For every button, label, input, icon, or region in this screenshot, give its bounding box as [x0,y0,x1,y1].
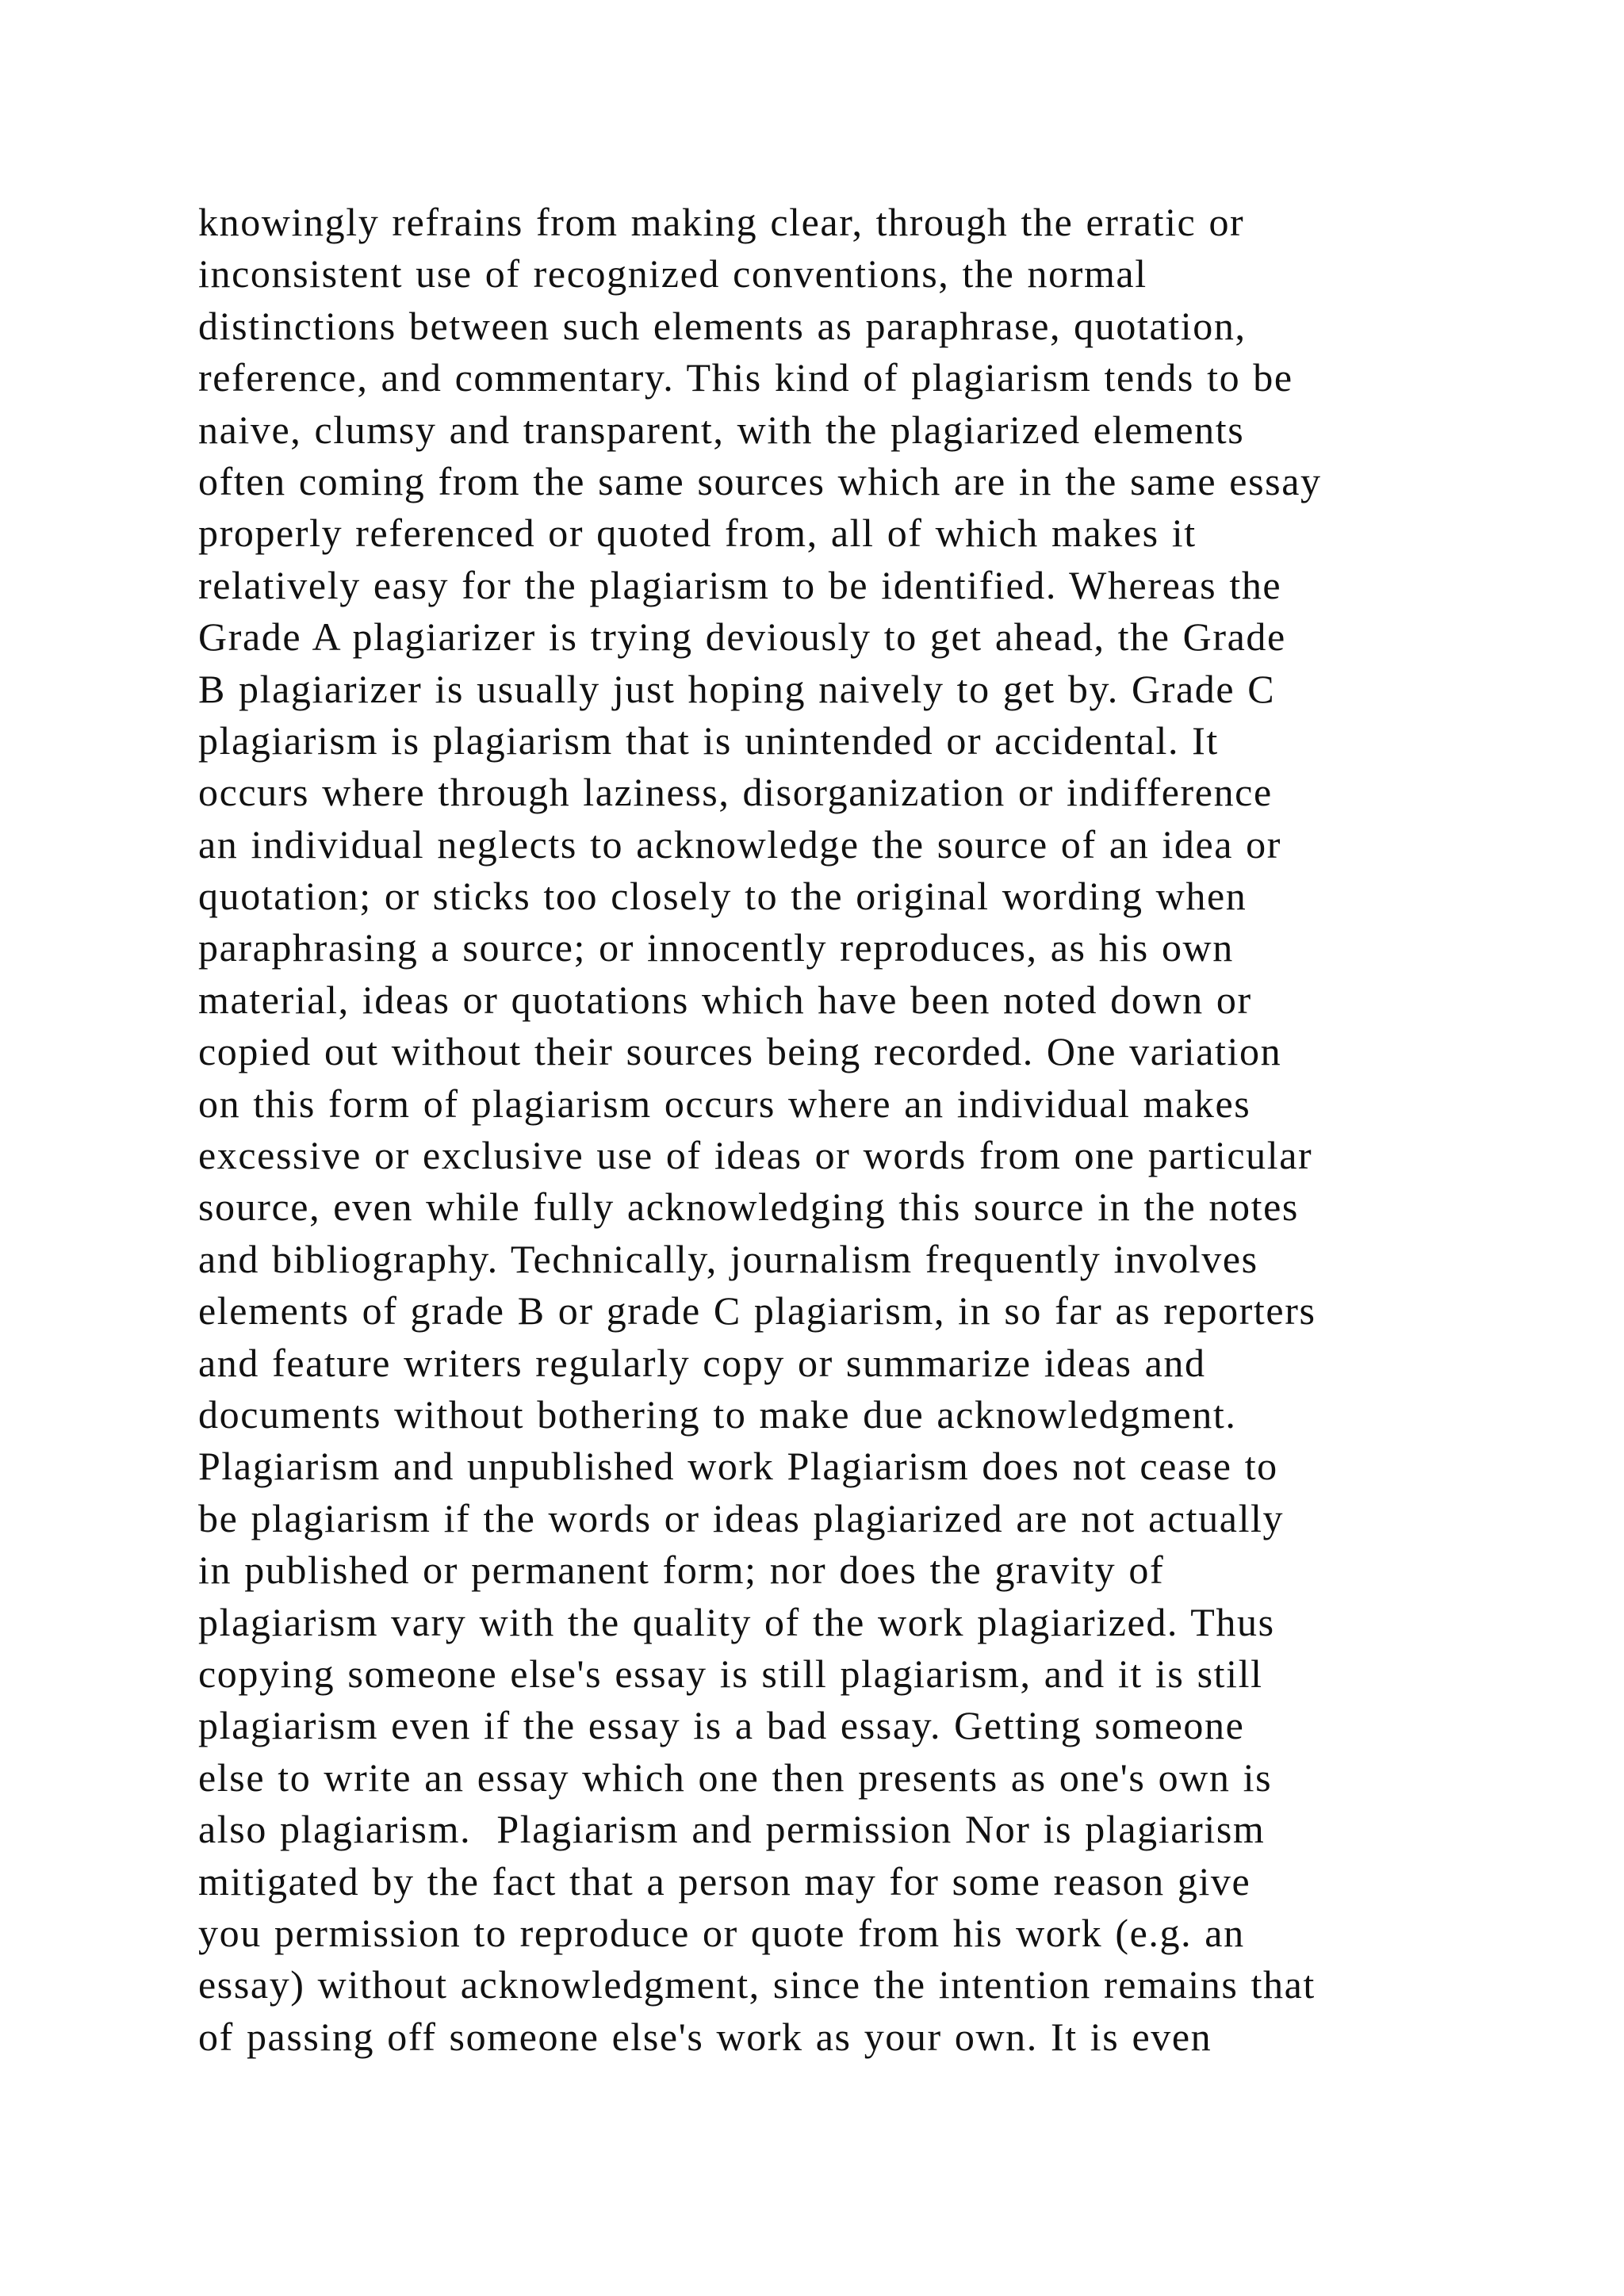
text-line: copied out without their sources being recorded. One variation [198,1029,1282,1074]
text-line: paraphrasing a source; or innocently reproduces, as his own [198,925,1234,970]
text-line: material, ideas or quotations which have been noted down or [198,977,1252,1022]
text-line: inconsistent use of recognized conventions, the normal [198,251,1147,297]
text-line: B plagiarizer is usually just hoping naively to get by. Grade C [198,666,1276,711]
text-line: plagiarism vary with the quality of the work plagiarized. Thus [198,1599,1275,1644]
text-line: mitigated by the fact that a person may for some reason give [198,1858,1251,1904]
text-line: distinctions between such elements as paraphrase, quotation, [198,303,1247,348]
text-line: you permission to reproduce or quote from his work (e.g. an [198,1910,1245,1955]
text-line: else to write an essay which one then presents as one's own is [198,1755,1273,1800]
text-line: and bibliography. Technically, journalism frequently involves [198,1236,1258,1281]
text-line: in published or permanent form; nor does the gravity of [198,1548,1165,1593]
text-line: reference, and commentary. This kind of plagiarism tends to be [198,355,1293,400]
text-line: naive, clumsy and transparent, with the plagiarized elements [198,407,1245,452]
text-line: properly referenced or quoted from, all of which makes it [198,511,1197,556]
text-line: source, even while fully acknowledging this source in the notes [198,1184,1299,1230]
text-line: also plagiarism. Plagiarism and permission Nor is plagiarism [198,1807,1266,1852]
text-line: excessive or exclusive use of ideas or words from one particular [198,1133,1313,1178]
text-line: occurs where through laziness, disorganization or indifference [198,770,1273,815]
text-line: plagiarism even if the essay is a bad essay. Getting someone [198,1703,1245,1748]
text-line: an individual neglects to acknowledge the source of an idea or [198,821,1281,867]
text-line: essay) without acknowledgment, since the intention remains that [198,1962,1316,2007]
text-line: and feature writers regularly copy or summarize ideas and [198,1340,1206,1385]
text-line: often coming from the same sources which are in the same essay [198,458,1322,503]
text-line: quotation; or sticks too closely to the original wording when [198,874,1247,919]
text-line: plagiarism is plagiarism that is unintended or accidental. It [198,718,1219,763]
text-line: Plagiarism and unpublished work Plagiarism does not cease to [198,1444,1278,1489]
text-line: copying someone else's essay is still plagiarism, and it is still [198,1651,1263,1696]
text-line: documents without bothering to make due acknowledgment. [198,1391,1237,1437]
text-line: of passing off someone else's work as your own. It is even [198,2014,1212,2059]
text-line: relatively easy for the plagiarism to be identified. Whereas the [198,562,1282,607]
text-line: be plagiarism if the words or ideas plagiarized are not actually [198,1495,1285,1540]
body-text [198,197,1483,2063]
text-line: elements of grade B or grade C plagiarism, in so far as reporters [198,1288,1316,1334]
text-line: Grade A plagiarizer is trying deviously to get ahead, the Grade [198,614,1286,660]
text-line: knowingly refrains from making clear, through the erratic or [198,200,1245,244]
text-line: on this form of plagiarism occurs where an individual makes [198,1081,1251,1126]
